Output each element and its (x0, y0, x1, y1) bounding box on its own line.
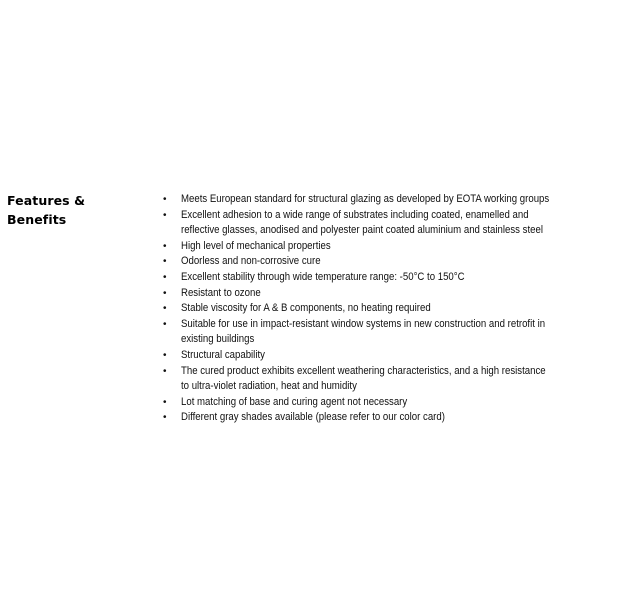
list-item-line: High level of mechanical properties (181, 239, 331, 252)
list-item-line: to ultra-violet radiation, heat and humidity (181, 380, 357, 393)
feature-list (163, 192, 603, 426)
heading-line-1: Features & (7, 193, 86, 208)
list-item-line: The cured product exhibits excellent weathering characteristics, and a high resistance (181, 364, 546, 377)
list-item-line: Lot matching of base and curing agent not necessary (181, 395, 408, 408)
list-item (163, 254, 603, 270)
bullet-icon: • (163, 271, 167, 283)
list-item-text (181, 364, 595, 395)
list-item-text (181, 270, 595, 286)
list-item-line: Meets European standard for structural glazing as developed by EOTA working groups (181, 193, 550, 205)
list-item-line: Different gray shades available (please refer to our color card) (181, 411, 445, 424)
bullet-icon: • (163, 194, 167, 205)
list-item-line: Stable viscosity for A & B components, no heating required (181, 302, 431, 315)
list-item-text (181, 239, 595, 255)
bullet-icon: • (163, 412, 167, 424)
bullet-icon: • (163, 256, 167, 268)
list-item-line: existing buildings (181, 333, 255, 346)
list-item-line: Suitable for use in impact-resistant window systems in new construction and retrofit in (181, 317, 546, 330)
list-item (163, 239, 603, 255)
list-item (163, 192, 603, 208)
list-item-text (181, 208, 595, 239)
list-item-text (181, 286, 595, 302)
bullet-icon: • (163, 396, 167, 408)
list-item-line: reflective glasses, anodised and polyester paint coated aluminium and stainless steel (181, 224, 543, 237)
list-item-text (181, 348, 595, 364)
list-item-line: Odorless and non-corrosive cure (181, 255, 321, 268)
list-item-text (181, 410, 595, 426)
list-item (163, 395, 603, 411)
list-item (163, 270, 603, 286)
bullet-icon: • (163, 365, 167, 377)
bullet-icon: • (163, 303, 167, 315)
list-item-text (181, 192, 595, 208)
list-item (163, 348, 603, 364)
section-heading (7, 191, 117, 229)
bullet-icon: • (163, 349, 167, 361)
list-item-text (181, 254, 595, 270)
list-item-line: Resistant to ozone (181, 286, 261, 299)
list-item (163, 317, 603, 348)
list-item-line: Excellent stability through wide temperature range: -50°C to 150°C (181, 270, 465, 283)
bullet-icon: • (163, 318, 167, 330)
bullet-icon: • (163, 240, 167, 252)
list-item-text (181, 317, 595, 348)
list-item (163, 301, 603, 317)
list-item (163, 410, 603, 426)
list-item-text (181, 301, 595, 317)
list-item-line: Structural capability (181, 348, 265, 361)
bullet-icon: • (163, 287, 167, 299)
list-item-text (181, 395, 595, 411)
list-item (163, 364, 603, 395)
list-item-line: Excellent adhesion to a wide range of substrates including coated, enamelled and (181, 208, 529, 221)
list-item (163, 208, 603, 239)
list-item (163, 286, 603, 302)
heading-line-2: Benefits (7, 212, 67, 227)
bullet-icon: • (163, 209, 167, 221)
